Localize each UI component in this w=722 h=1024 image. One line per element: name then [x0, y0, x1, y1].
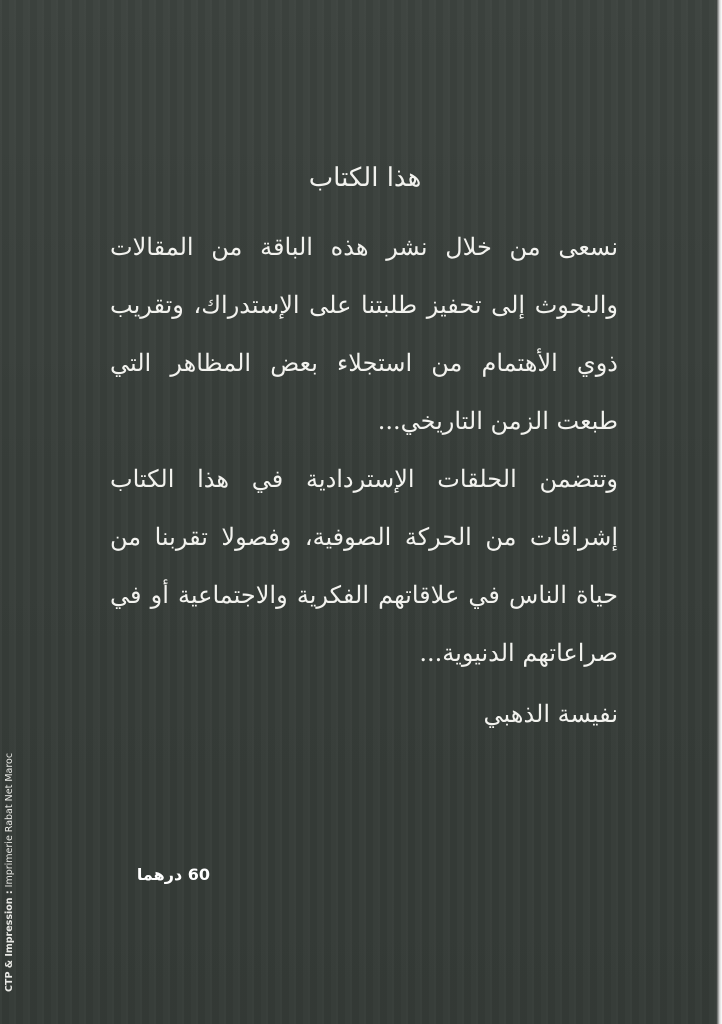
author-name: نفيسة الذهبي [483, 700, 618, 728]
printer-credit-label: CTP & Impression : [4, 890, 15, 992]
description-paragraph-1: نسعى من خلال نشر هذه الباقة من المقالات والبحوث إلى تحفيز طلبتنا على الإستدراك، وتقريب ذوي الأهتمام من استجلاء بعض المظاهر التي طبعت الزمن التاريخي... [110, 233, 618, 435]
cover-description [110, 218, 618, 682]
printer-credit-name: Imprimerie Rabat Net Maroc [4, 752, 15, 888]
page-edge [716, 0, 722, 1024]
cover-title: هذا الكتاب [308, 163, 422, 193]
printer-credit [3, 682, 17, 992]
description-paragraph-2: وتتضمن الحلقات الإستردادية في هذا الكتاب إشراقات من الحركة الصوفية، وفصولا تقربنا من حياة الناس في علاقاتهم الفكرية والاجتماعية أو في صراعاتهم الدنيوية... [110, 465, 618, 667]
price-label: 60 درهما [136, 865, 210, 884]
